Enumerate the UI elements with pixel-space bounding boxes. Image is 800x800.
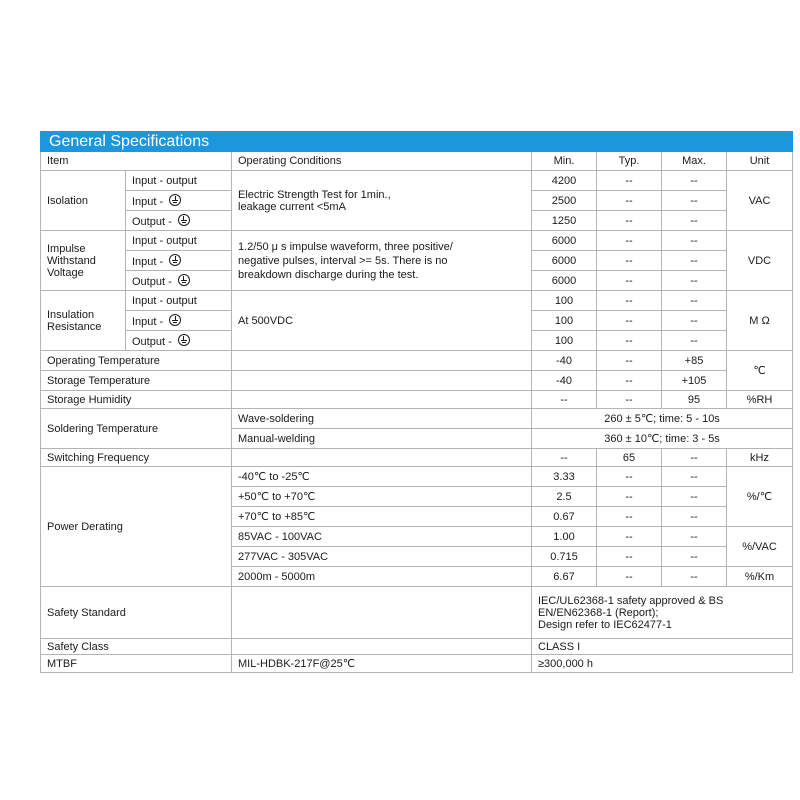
table-row: [41, 409, 793, 429]
header-min: Min.: [532, 152, 597, 171]
table-row: [41, 587, 793, 639]
derating-typ: --: [597, 527, 662, 547]
derating-unit-temp: %/℃: [727, 467, 793, 527]
derating-min: 0.715: [532, 547, 597, 567]
derating-condition: +70℃ to +85℃: [232, 507, 532, 527]
soldering-label: Soldering Temperature: [41, 409, 232, 449]
insulation-sub-cell: [126, 311, 232, 331]
derating-condition: 85VAC - 100VAC: [232, 527, 532, 547]
impulse-sub: Input - output: [126, 231, 232, 251]
header-item: Item: [41, 152, 232, 171]
derating-typ: --: [597, 507, 662, 527]
table-title: General Specifications: [41, 132, 793, 152]
safety-standard-label: Safety Standard: [41, 587, 232, 639]
impulse-min: 6000: [532, 271, 597, 291]
ground-icon: [178, 334, 190, 346]
switching-freq-unit: kHz: [727, 449, 793, 467]
derating-min: 3.33: [532, 467, 597, 487]
insulation-sub: Input -: [132, 315, 167, 328]
derating-condition: 2000m - 5000m: [232, 567, 532, 587]
derating-min: 2.5: [532, 487, 597, 507]
insulation-typ: --: [597, 311, 662, 331]
derating-typ: --: [597, 487, 662, 507]
storage-temp-label: Storage Temperature: [41, 371, 232, 391]
impulse-min: 6000: [532, 251, 597, 271]
soldering-value: 260 ± 5℃; time: 5 - 10s: [532, 409, 793, 429]
soldering-value: 360 ± 10℃; time: 3 - 5s: [532, 429, 793, 449]
derating-unit-km: %/Km: [727, 567, 793, 587]
mtbf-conditions: MIL-HDBK-217F@25℃: [232, 655, 532, 673]
isolation-sub: Output -: [132, 215, 175, 228]
derating-condition: 277VAC - 305VAC: [232, 547, 532, 567]
ground-icon: [178, 274, 190, 286]
impulse-label: Impulse Withstand Voltage: [41, 231, 126, 291]
derating-unit-vac: %/VAC: [727, 527, 793, 567]
header-unit: Unit: [727, 152, 793, 171]
isolation-sub: Input -: [132, 195, 167, 208]
impulse-sub: Output -: [132, 275, 175, 288]
isolation-typ: --: [597, 171, 662, 191]
safety-class-label: Safety Class: [41, 639, 232, 655]
insulation-sub-cell: [126, 331, 232, 351]
derating-max: --: [662, 527, 727, 547]
storage-humidity-unit: %RH: [727, 391, 793, 409]
insulation-typ: --: [597, 331, 662, 351]
storage-temp-conditions: [232, 371, 532, 391]
storage-humidity-max: 95: [662, 391, 727, 409]
impulse-conditions: 1.2/50 μ s impulse waveform, three positive/ negative pulses, interval >= 5s. There is no breakdown discharge during the test.: [232, 231, 532, 291]
storage-humidity-typ: --: [597, 391, 662, 409]
derating-max: --: [662, 567, 727, 587]
safety-standard-value: IEC/UL62368-1 safety approved & BS EN/EN62368-1 (Report); Design refer to IEC62477-1: [532, 587, 793, 639]
insulation-sub: Input - output: [126, 291, 232, 311]
impulse-typ: --: [597, 231, 662, 251]
soldering-method: Wave-soldering: [232, 409, 532, 429]
derating-max: --: [662, 507, 727, 527]
derating-min: 1.00: [532, 527, 597, 547]
isolation-sub-cell: [126, 211, 232, 231]
isolation-max: --: [662, 191, 727, 211]
impulse-sub-cell: [126, 251, 232, 271]
safety-class-conditions: [232, 639, 532, 655]
table-row: [41, 639, 793, 655]
temperature-unit: ℃: [727, 351, 793, 391]
insulation-sub: Output -: [132, 335, 175, 348]
power-derating-label: Power Derating: [41, 467, 232, 587]
isolation-typ: --: [597, 211, 662, 231]
derating-min: 6.67: [532, 567, 597, 587]
impulse-typ: --: [597, 251, 662, 271]
derating-condition: +50℃ to +70℃: [232, 487, 532, 507]
table-row: [41, 391, 793, 409]
ground-icon: [169, 254, 181, 266]
operating-temp-min: -40: [532, 351, 597, 371]
insulation-unit: M Ω: [727, 291, 793, 351]
impulse-max: --: [662, 231, 727, 251]
insulation-typ: --: [597, 291, 662, 311]
table-row: [41, 231, 793, 251]
operating-temp-typ: --: [597, 351, 662, 371]
derating-max: --: [662, 467, 727, 487]
insulation-min: 100: [532, 291, 597, 311]
storage-humidity-label: Storage Humidity: [41, 391, 232, 409]
derating-typ: --: [597, 467, 662, 487]
isolation-min: 2500: [532, 191, 597, 211]
insulation-min: 100: [532, 311, 597, 331]
ground-icon: [178, 214, 190, 226]
impulse-max: --: [662, 271, 727, 291]
table-row: [41, 655, 793, 673]
impulse-max: --: [662, 251, 727, 271]
header-conditions: Operating Conditions: [232, 152, 532, 171]
table-row: [41, 371, 793, 391]
derating-max: --: [662, 547, 727, 567]
insulation-max: --: [662, 331, 727, 351]
switching-freq-conditions: [232, 449, 532, 467]
table-row: [41, 449, 793, 467]
isolation-unit: VAC: [727, 171, 793, 231]
impulse-sub-cell: [126, 271, 232, 291]
header-max: Max.: [662, 152, 727, 171]
derating-typ: --: [597, 547, 662, 567]
storage-humidity-conditions: [232, 391, 532, 409]
isolation-max: --: [662, 211, 727, 231]
mtbf-value: ≥300,000 h: [532, 655, 793, 673]
table-row: [41, 467, 793, 487]
ground-icon: [169, 314, 181, 326]
operating-temp-conditions: [232, 351, 532, 371]
general-specifications-table: [40, 131, 793, 673]
impulse-unit: VDC: [727, 231, 793, 291]
table-row: [41, 171, 793, 191]
switching-freq-label: Switching Frequency: [41, 449, 232, 467]
mtbf-label: MTBF: [41, 655, 232, 673]
storage-temp-typ: --: [597, 371, 662, 391]
table-row: [41, 291, 793, 311]
insulation-max: --: [662, 291, 727, 311]
operating-temp-label: Operating Temperature: [41, 351, 232, 371]
safety-standard-conditions: [232, 587, 532, 639]
isolation-min: 1250: [532, 211, 597, 231]
derating-typ: --: [597, 567, 662, 587]
impulse-min: 6000: [532, 231, 597, 251]
insulation-label: Insulation Resistance: [41, 291, 126, 351]
header-typ: Typ.: [597, 152, 662, 171]
safety-class-value: CLASS I: [532, 639, 793, 655]
table-row: [41, 351, 793, 371]
isolation-min: 4200: [532, 171, 597, 191]
isolation-sub-cell: [126, 191, 232, 211]
impulse-typ: --: [597, 271, 662, 291]
operating-temp-max: +85: [662, 351, 727, 371]
insulation-max: --: [662, 311, 727, 331]
isolation-max: --: [662, 171, 727, 191]
soldering-method: Manual-welding: [232, 429, 532, 449]
isolation-label: Isolation: [41, 171, 126, 231]
insulation-min: 100: [532, 331, 597, 351]
derating-min: 0.67: [532, 507, 597, 527]
impulse-sub: Input -: [132, 255, 167, 268]
storage-temp-min: -40: [532, 371, 597, 391]
storage-humidity-min: --: [532, 391, 597, 409]
isolation-conditions: Electric Strength Test for 1min., leakage current <5mA: [232, 171, 532, 231]
storage-temp-max: +105: [662, 371, 727, 391]
isolation-sub: Input - output: [126, 171, 232, 191]
switching-freq-max: --: [662, 449, 727, 467]
switching-freq-typ: 65: [597, 449, 662, 467]
ground-icon: [169, 194, 181, 206]
switching-freq-min: --: [532, 449, 597, 467]
derating-condition: -40℃ to -25℃: [232, 467, 532, 487]
isolation-typ: --: [597, 191, 662, 211]
insulation-conditions: At 500VDC: [232, 291, 532, 351]
derating-max: --: [662, 487, 727, 507]
